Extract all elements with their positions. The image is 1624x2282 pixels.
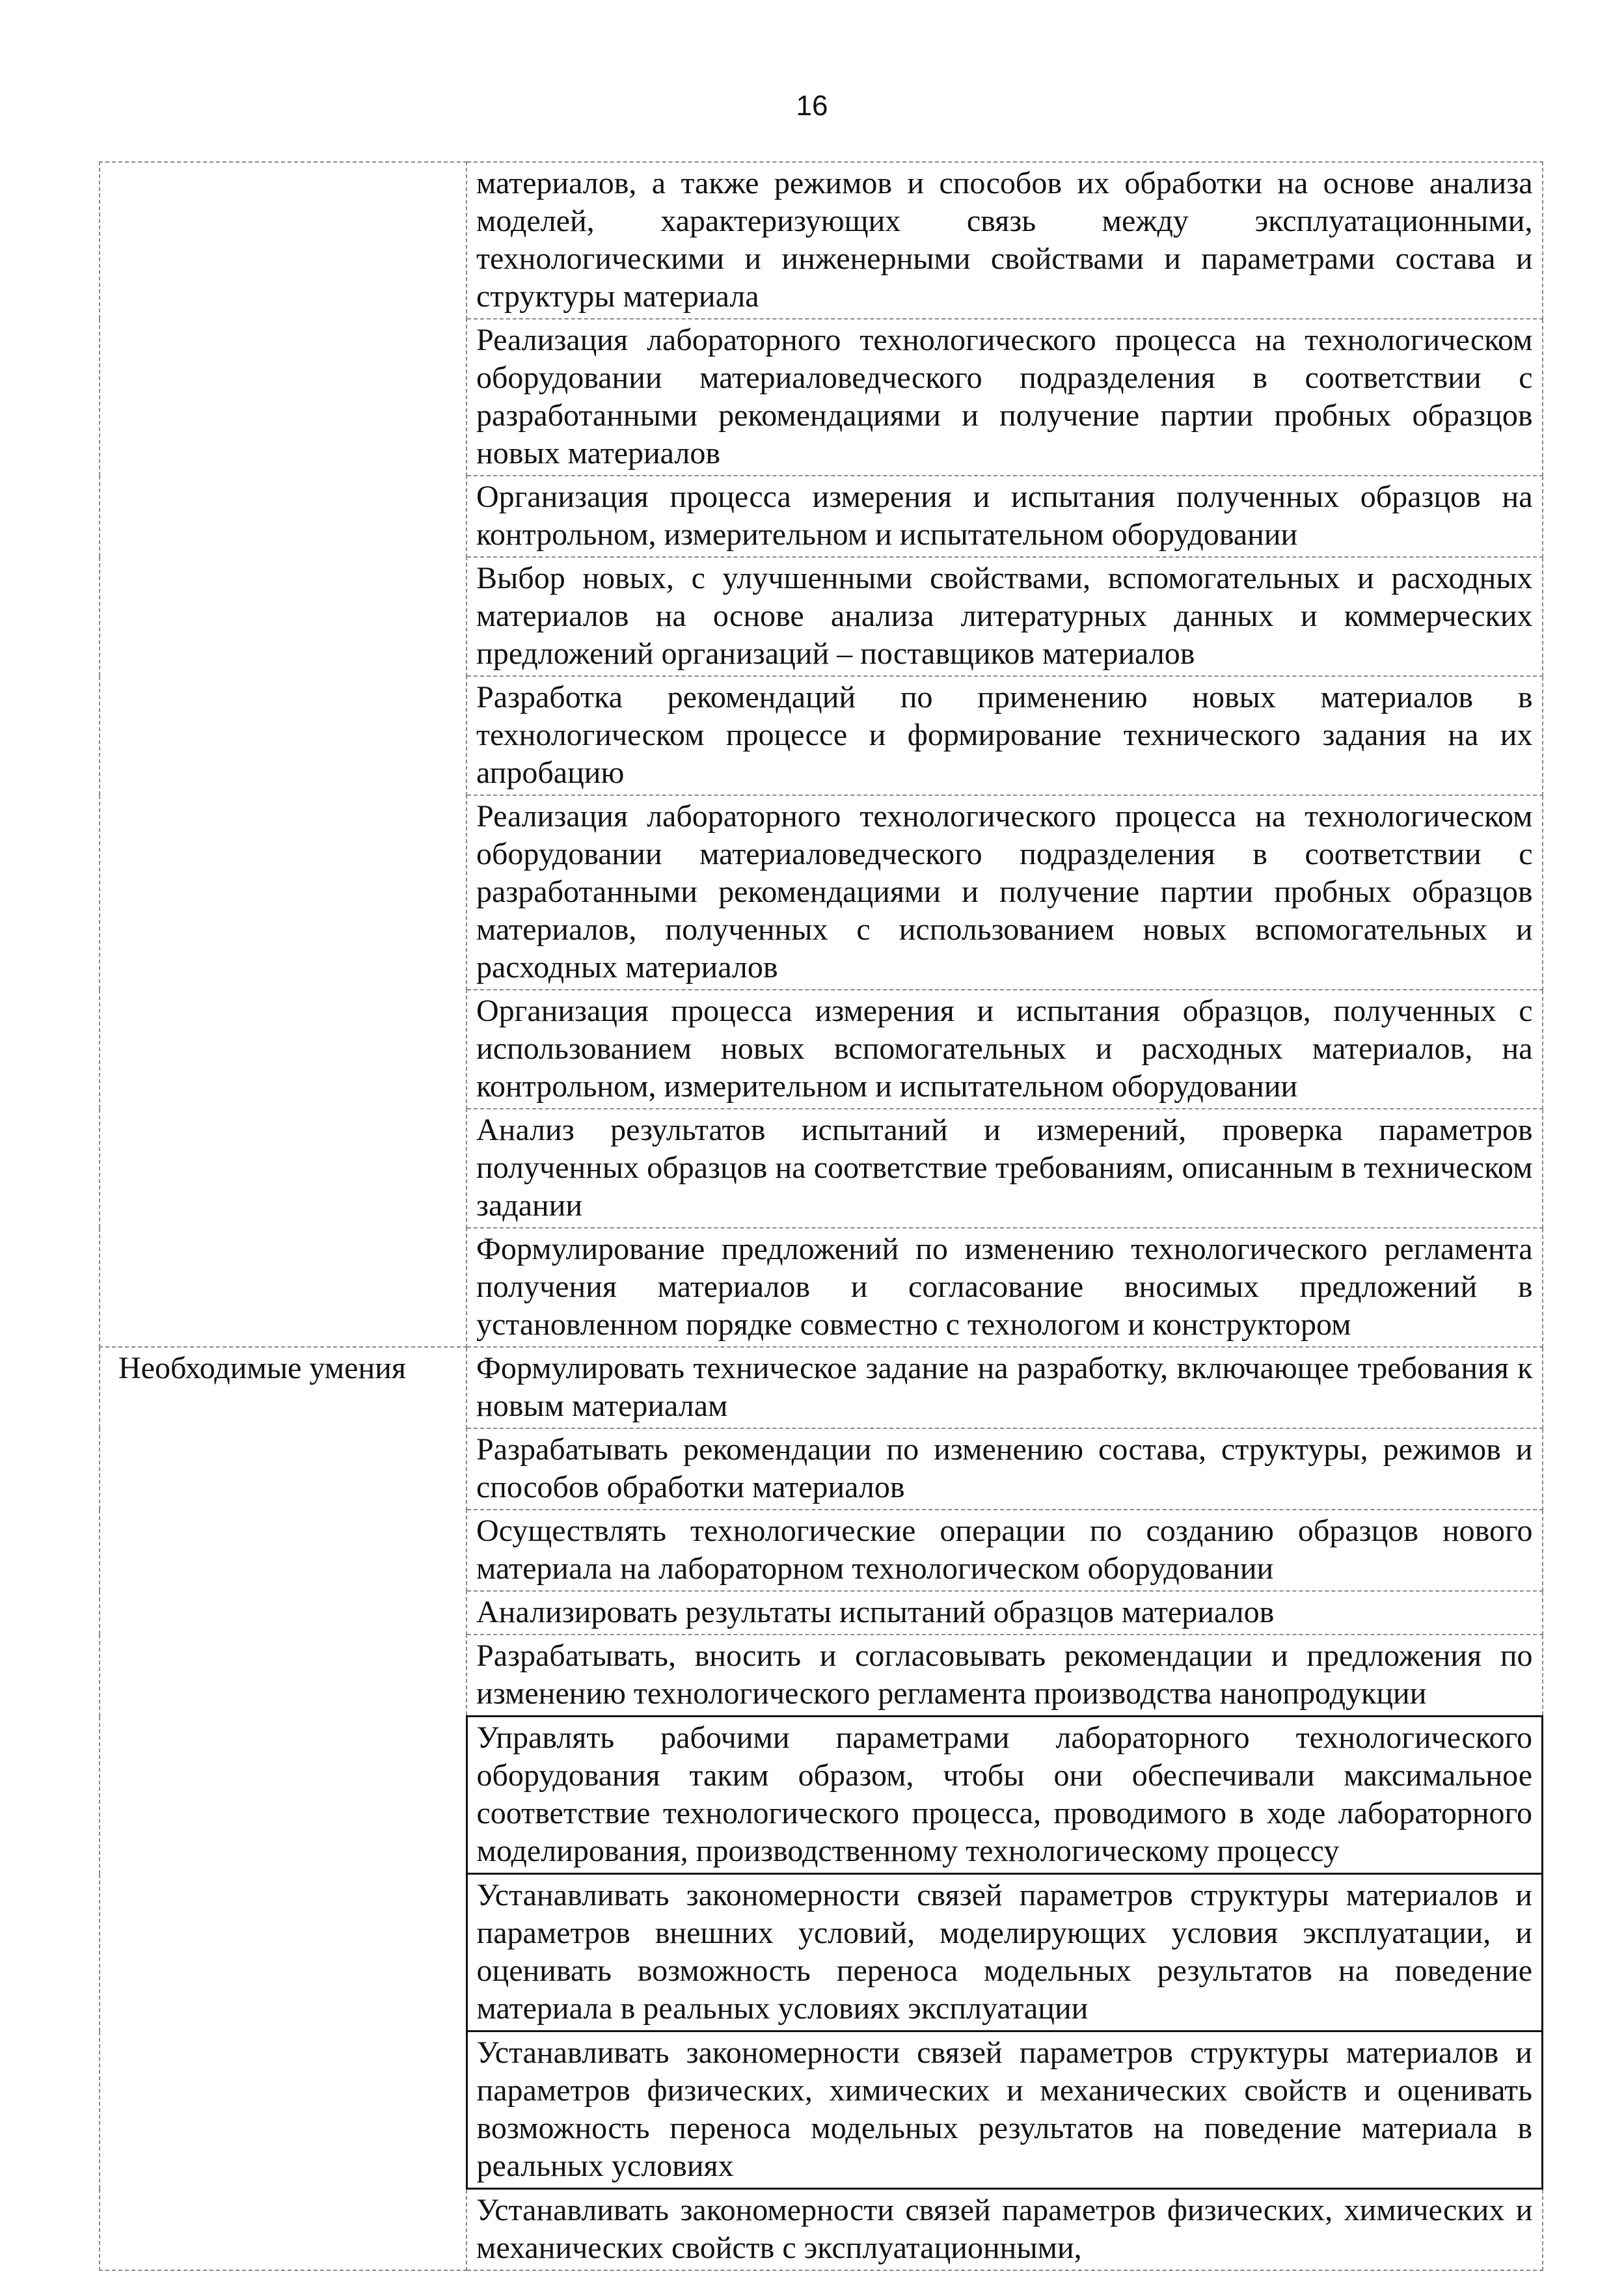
page-number: 16 xyxy=(796,90,828,122)
table-cell: Осуществлять технологические операции по созданию образцов нового материала на лабораторном технологическом оборудовании xyxy=(467,1510,1543,1591)
table-cell: Устанавливать закономерности связей параметров структуры материалов и параметров физических, химических и механических свойств и оценивать возможность переноса модельных результатов на поведение материала в реальных условиях xyxy=(467,2031,1543,2189)
skills-label: Необходимые умения xyxy=(100,1347,467,2270)
table-cell: Устанавливать закономерности связей параметров физических, химических и механических свойств с эксплуатационными, xyxy=(467,2189,1543,2271)
table-cell: Организация процесса измерения и испытания полученных образцов на контрольном, измерительном и испытательном оборудовании xyxy=(467,476,1543,557)
table-cell: Разрабатывать, вносить и согласовывать рекомендации и предложения по изменению технологического регламента производства нанопродукции xyxy=(467,1635,1543,1717)
table-row xyxy=(100,162,1543,319)
table-cell: Анализ результатов испытаний и измерений, проверка параметров полученных образцов на соответствие требованиям, описанным в техническом задании xyxy=(467,1109,1543,1228)
table-cell: Управлять рабочими параметрами лабораторного технологического оборудования таким образом, чтобы они обеспечивали максимальное соответствие технологического процесса, проводимого в ходе лабораторного моделирования, производственному технологическому процессу xyxy=(467,1717,1543,1874)
table-cell: Выбор новых, с улучшенными свойствами, вспомогательных и расходных материалов на основе анализа литературных данных и коммерческих предложений организаций – поставщиков материалов xyxy=(467,557,1543,676)
table-cell: Разрабатывать рекомендации по изменению состава, структуры, режимов и способов обработки материалов xyxy=(467,1428,1543,1510)
table-cell: Анализировать результаты испытаний образцов материалов xyxy=(467,1591,1543,1635)
competency-table xyxy=(99,161,1543,2271)
table-cell: Разработка рекомендаций по применению новых материалов в технологическом процессе и формирование технического задания на их апробацию xyxy=(467,676,1543,795)
table-cell: Реализация лабораторного технологического процесса на технологическом оборудовании материаловедческого подразделения в соответствии с разработанными рекомендациями и получение партии пробных образцов материалов, полученных с использованием новых вспомогательных и расходных материалов xyxy=(467,795,1543,990)
table-cell: Реализация лабораторного технологического процесса на технологическом оборудовании материаловедческого подразделения в соответствии с разработанными рекомендациями и получение партии пробных образцов новых материалов xyxy=(467,319,1543,476)
table-cell: Формулирование предложений по изменению технологического регламента получения материалов и согласование вносимых предложений в установленном порядке совместно с технологом и конструктором xyxy=(467,1228,1543,1347)
table-cell: Организация процесса измерения и испытания образцов, полученных с использованием новых вспомогательных и расходных материалов, на контрольном, измерительном и испытательном оборудовании xyxy=(467,990,1543,1109)
table-cell: материалов, а также режимов и способов их обработки на основе анализа моделей, характеризующих связь между эксплуатационными, технологическими и инженерными свойствами и параметрами состава и структуры материала xyxy=(467,162,1543,319)
table-row xyxy=(100,1347,1543,1428)
table-cell: Формулировать техническое задание на разработку, включающее требования к новым материалам xyxy=(467,1347,1543,1428)
empty-label-cell xyxy=(100,162,467,1347)
table-cell: Устанавливать закономерности связей параметров структуры материалов и параметров внешних условий, моделирующих условия эксплуатации, и оценивать возможность переноса модельных результатов на поведение материала в реальных условиях эксплуатации xyxy=(467,1874,1543,2031)
